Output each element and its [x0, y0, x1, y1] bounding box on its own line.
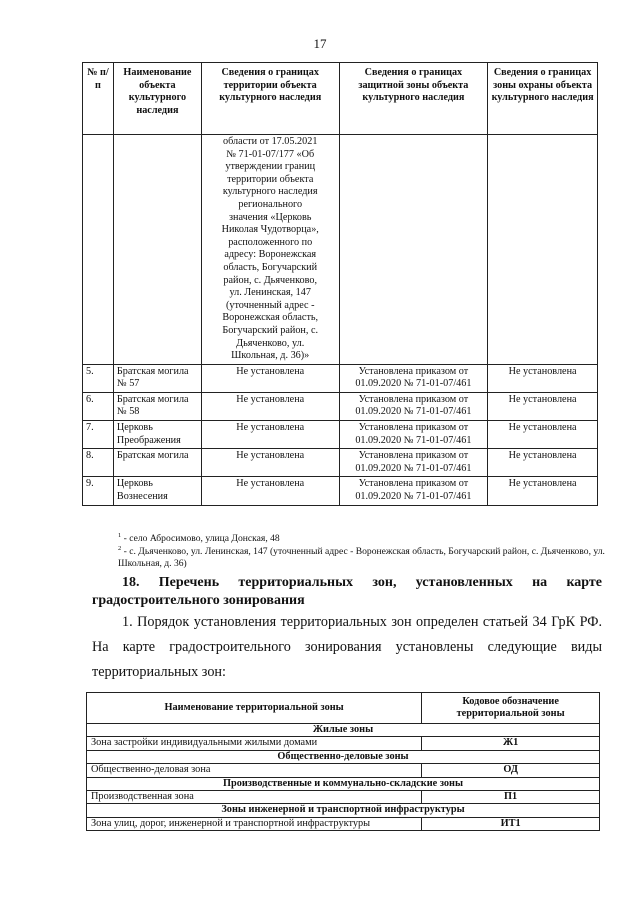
table-header-row	[87, 693, 600, 724]
group-heading: Зоны инженерной и транспортной инфраструктуры	[87, 804, 600, 817]
table-row: 6. Братская могила № 58 Не установлена Установлена приказом от 01.09.2020 № 71-01-07/461 Не установлена	[83, 392, 598, 420]
col-header-zone-name: Наименование территориальной зоны	[87, 693, 422, 724]
group-heading: Производственные и коммунально-складские зоны	[87, 777, 600, 790]
page-number: 17	[313, 36, 327, 51]
col-header-zone-code: Кодовое обозначение территориальной зоны	[422, 693, 600, 724]
table-row-continued	[83, 135, 598, 365]
table-row: 5. Братская могила № 57 Не установлена Установлена приказом от 01.09.2020 № 71-01-07/461 Не установлена	[83, 364, 598, 392]
heritage-objects-table	[82, 62, 598, 506]
col-header-territory: Сведения о границах территории объекта культурного наследия	[201, 63, 339, 135]
table-row: 7. Церковь Преображения Не установлена Установлена приказом от 01.09.2020 № 71-01-07/461 Не установлена	[83, 421, 598, 449]
table-row: Зона улиц, дорог, инженерной и транспортной инфраструктуры ИТ1	[87, 817, 600, 830]
footnote-2: $^2$ - с. Дьяченково, ул. Ленинская, 147 (уточненный адрес - Воронежская область, Богучарский район, с. Дьяченково, ул. Школьная, д. 36)	[118, 545, 605, 570]
table-row: Общественно-деловая зона ОД	[87, 764, 600, 777]
table-row: Зона застройки индивидуальными жилыми домами Ж1	[87, 737, 600, 750]
table-header-row	[83, 63, 598, 135]
table-row: 9. Церковь Вознесения Не установлена Установлена приказом от 01.09.2020 № 71-01-07/461 Не установлена	[83, 477, 598, 505]
body-paragraph: 1. Порядок установления территориальных зон определен статьей 34 ГрК РФ. На карте градостроительного зонирования установлены следующие виды территориальных зон:	[92, 614, 602, 680]
footnote-1: $^1$ - село Абросимово, улица Донская, 48	[118, 532, 280, 545]
col-header-name: Наименование объекта культурного наследия	[113, 63, 201, 135]
table-row: 8. Братская могила Не установлена Установлена приказом от 01.09.2020 № 71-01-07/461 Не установлена	[83, 449, 598, 477]
col-header-number: № п/п	[83, 63, 114, 135]
territorial-zones-table	[86, 692, 600, 831]
section-title: 18. Перечень территориальных зон, установленных на карте градостроительного зонирования	[92, 575, 602, 608]
group-heading: Жилые зоны	[87, 724, 600, 737]
col-header-protective-zone: Сведения о границах защитной зоны объекта культурного наследия	[339, 63, 488, 135]
col-header-protection-zone: Сведения о границах зоны охраны объекта культурного наследия	[488, 63, 598, 135]
continued-territory-cell: области от 17.05.2021 № 71-01-07/177 «Об утверждении границ территории объекта культурного наследия регионального значения «Церковь Николая Чудотворца», расположенного по адресу: Воронежская область, Богучарский район, с. Дьяченково, ул. Ленинская, 147 (уточненный адрес - Воронежская область, Богучарский район, с. Дьяченково, ул. Школьная, д. 36)»	[201, 135, 339, 365]
group-heading: Общественно-деловые зоны	[87, 750, 600, 763]
table-row: Производственная зона П1	[87, 791, 600, 804]
